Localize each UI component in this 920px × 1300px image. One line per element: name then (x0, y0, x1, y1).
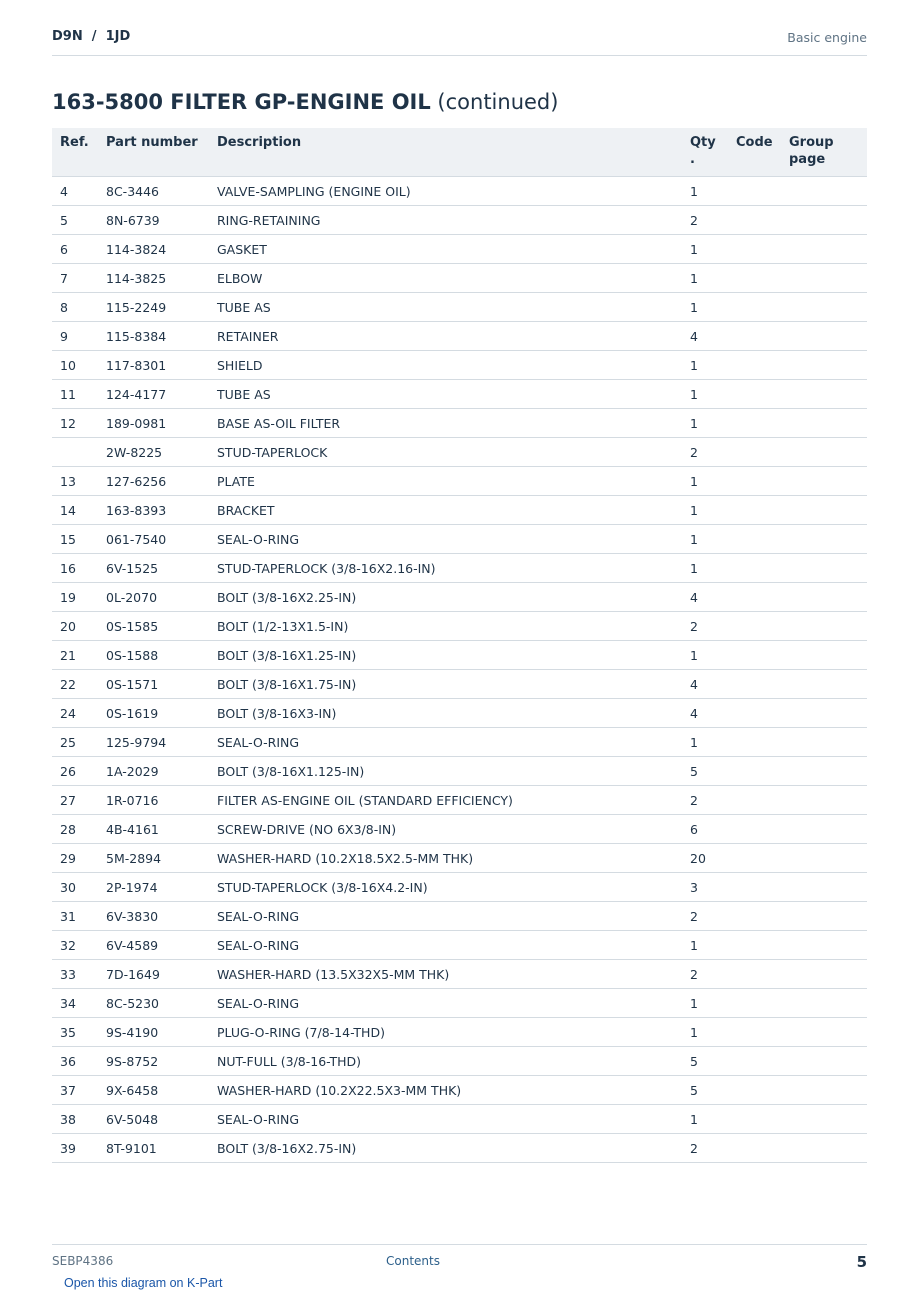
cell-ref: 9 (52, 322, 98, 351)
table-row (52, 1105, 867, 1134)
cell-code (728, 1134, 781, 1163)
document-id: SEBP4386 (52, 1254, 114, 1268)
cell-ref: 28 (52, 815, 98, 844)
cell-description: BOLT (3/8-16X1.25-IN) (209, 641, 682, 670)
cell-group-page (781, 554, 867, 583)
table-row (52, 989, 867, 1018)
cell-group-page (781, 931, 867, 960)
table-row (52, 496, 867, 525)
page-number: 5 (856, 1253, 867, 1271)
cell-ref: 32 (52, 931, 98, 960)
contents-link[interactable]: Contents (386, 1254, 440, 1268)
cell-qty: 1 (682, 525, 728, 554)
table-row (52, 467, 867, 496)
page-header (52, 29, 867, 56)
cell-ref: 21 (52, 641, 98, 670)
cell-group-page (781, 699, 867, 728)
cell-group-page (781, 583, 867, 612)
table-header-row (52, 128, 867, 177)
cell-qty: 6 (682, 815, 728, 844)
cell-code (728, 670, 781, 699)
cell-group-page (781, 235, 867, 264)
table-row (52, 728, 867, 757)
cell-description: BASE AS-OIL FILTER (209, 409, 682, 438)
cell-part-number: 124-4177 (98, 380, 209, 409)
cell-qty: 2 (682, 960, 728, 989)
cell-part-number: 8T-9101 (98, 1134, 209, 1163)
cell-part-number: 125-9794 (98, 728, 209, 757)
cell-part-number: 117-8301 (98, 351, 209, 380)
title-suffix: (continued) (430, 90, 559, 114)
cell-ref: 25 (52, 728, 98, 757)
cell-code (728, 525, 781, 554)
cell-group-page (781, 815, 867, 844)
cell-qty: 1 (682, 177, 728, 206)
cell-part-number: 2P-1974 (98, 873, 209, 902)
cell-group-page (781, 844, 867, 873)
cell-ref: 13 (52, 467, 98, 496)
cell-qty: 1 (682, 380, 728, 409)
section-label: Basic engine (787, 30, 867, 45)
cell-part-number: 114-3825 (98, 264, 209, 293)
cell-ref: 14 (52, 496, 98, 525)
cell-description: WASHER-HARD (10.2X22.5X3-MM THK) (209, 1076, 682, 1105)
cell-description: BOLT (3/8-16X1.75-IN) (209, 670, 682, 699)
cell-code (728, 322, 781, 351)
table-row (52, 1018, 867, 1047)
cell-qty: 5 (682, 757, 728, 786)
cell-description: STUD-TAPERLOCK (3/8-16X2.16-IN) (209, 554, 682, 583)
page-footer (52, 1244, 867, 1271)
cell-ref: 29 (52, 844, 98, 873)
cell-qty: 20 (682, 844, 728, 873)
cell-code (728, 931, 781, 960)
cell-qty: 1 (682, 641, 728, 670)
cell-part-number: 115-8384 (98, 322, 209, 351)
cell-ref: 35 (52, 1018, 98, 1047)
cell-group-page (781, 989, 867, 1018)
table-row (52, 902, 867, 931)
col-header-qty: Qty . (682, 128, 728, 177)
cell-qty: 5 (682, 1076, 728, 1105)
table-row (52, 612, 867, 641)
cell-code (728, 177, 781, 206)
parts-table-body (52, 177, 867, 1163)
cell-qty: 1 (682, 351, 728, 380)
table-row (52, 1134, 867, 1163)
table-row (52, 322, 867, 351)
table-row (52, 583, 867, 612)
cell-part-number: 9S-4190 (98, 1018, 209, 1047)
title-part-group: 163-5800 FILTER GP-ENGINE OIL (52, 90, 431, 114)
table-row (52, 554, 867, 583)
cell-part-number: 0L-2070 (98, 583, 209, 612)
table-row (52, 786, 867, 815)
cell-description: WASHER-HARD (13.5X32X5-MM THK) (209, 960, 682, 989)
cell-code (728, 1105, 781, 1134)
table-row (52, 525, 867, 554)
cell-ref: 39 (52, 1134, 98, 1163)
cell-description: NUT-FULL (3/8-16-THD) (209, 1047, 682, 1076)
cell-ref: 6 (52, 235, 98, 264)
cell-group-page (781, 960, 867, 989)
cell-ref: 16 (52, 554, 98, 583)
cell-group-page (781, 380, 867, 409)
cell-code (728, 409, 781, 438)
cell-code (728, 989, 781, 1018)
table-row (52, 206, 867, 235)
cell-description: RETAINER (209, 322, 682, 351)
cell-group-page (781, 409, 867, 438)
cell-qty: 1 (682, 264, 728, 293)
table-row (52, 177, 867, 206)
cell-qty: 1 (682, 235, 728, 264)
cell-part-number: 0S-1571 (98, 670, 209, 699)
cell-qty: 1 (682, 931, 728, 960)
cell-description: TUBE AS (209, 293, 682, 322)
table-row (52, 293, 867, 322)
cell-part-number: 8N-6739 (98, 206, 209, 235)
cell-code (728, 641, 781, 670)
cell-code (728, 583, 781, 612)
cell-part-number: 163-8393 (98, 496, 209, 525)
cell-qty: 1 (682, 1018, 728, 1047)
cell-description: BOLT (1/2-13X1.5-IN) (209, 612, 682, 641)
cell-qty: 2 (682, 206, 728, 235)
cell-part-number: 5M-2894 (98, 844, 209, 873)
cell-part-number: 9S-8752 (98, 1047, 209, 1076)
cell-group-page (781, 612, 867, 641)
parts-table (52, 128, 867, 1163)
cell-ref: 33 (52, 960, 98, 989)
cell-part-number: 1A-2029 (98, 757, 209, 786)
cell-qty: 1 (682, 1105, 728, 1134)
cell-qty: 2 (682, 786, 728, 815)
cell-group-page (781, 1076, 867, 1105)
cell-ref: 20 (52, 612, 98, 641)
table-row (52, 409, 867, 438)
cell-part-number: 127-6256 (98, 467, 209, 496)
cell-part-number: 4B-4161 (98, 815, 209, 844)
cell-group-page (781, 525, 867, 554)
cell-description: SEAL-O-RING (209, 989, 682, 1018)
cell-part-number: 2W-8225 (98, 438, 209, 467)
cell-group-page (781, 438, 867, 467)
cell-ref: 10 (52, 351, 98, 380)
table-row (52, 235, 867, 264)
table-row (52, 960, 867, 989)
cell-code (728, 960, 781, 989)
cell-group-page (781, 728, 867, 757)
col-header-group-page: Group page (781, 128, 867, 177)
cell-description: BOLT (3/8-16X3-IN) (209, 699, 682, 728)
cell-code (728, 902, 781, 931)
col-header-code: Code (728, 128, 781, 177)
cell-ref: 31 (52, 902, 98, 931)
cell-ref: 8 (52, 293, 98, 322)
table-row (52, 438, 867, 467)
cell-group-page (781, 496, 867, 525)
cell-qty: 2 (682, 902, 728, 931)
cell-ref: 24 (52, 699, 98, 728)
cell-ref: 38 (52, 1105, 98, 1134)
cell-qty: 2 (682, 438, 728, 467)
table-row (52, 641, 867, 670)
cell-code (728, 728, 781, 757)
cell-code (728, 206, 781, 235)
table-row (52, 351, 867, 380)
cell-part-number: 7D-1649 (98, 960, 209, 989)
cell-description: GASKET (209, 235, 682, 264)
cell-group-page (781, 670, 867, 699)
cell-description: STUD-TAPERLOCK (3/8-16X4.2-IN) (209, 873, 682, 902)
cell-ref: 36 (52, 1047, 98, 1076)
cell-group-page (781, 757, 867, 786)
table-row (52, 699, 867, 728)
table-row (52, 931, 867, 960)
cell-description: WASHER-HARD (10.2X18.5X2.5-MM THK) (209, 844, 682, 873)
cell-description: BOLT (3/8-16X1.125-IN) (209, 757, 682, 786)
cell-part-number: 0S-1585 (98, 612, 209, 641)
cell-code (728, 293, 781, 322)
table-row (52, 757, 867, 786)
cell-part-number: 8C-5230 (98, 989, 209, 1018)
cell-description: SEAL-O-RING (209, 728, 682, 757)
cell-code (728, 786, 781, 815)
table-row (52, 1047, 867, 1076)
cell-description: BOLT (3/8-16X2.75-IN) (209, 1134, 682, 1163)
kpart-diagram-link[interactable]: Open this diagram on K-Part (64, 1276, 223, 1290)
cell-code (728, 380, 781, 409)
cell-part-number: 6V-5048 (98, 1105, 209, 1134)
cell-part-number: 061-7540 (98, 525, 209, 554)
cell-part-number: 115-2249 (98, 293, 209, 322)
cell-code (728, 438, 781, 467)
cell-group-page (781, 264, 867, 293)
cell-qty: 2 (682, 1134, 728, 1163)
col-header-part-number: Part number (98, 128, 209, 177)
cell-code (728, 815, 781, 844)
col-header-description: Description (209, 128, 682, 177)
cell-ref: 11 (52, 380, 98, 409)
cell-ref: 34 (52, 989, 98, 1018)
cell-description: SCREW-DRIVE (NO 6X3/8-IN) (209, 815, 682, 844)
table-row (52, 1076, 867, 1105)
cell-group-page (781, 293, 867, 322)
table-row (52, 844, 867, 873)
cell-ref: 4 (52, 177, 98, 206)
cell-description: RING-RETAINING (209, 206, 682, 235)
cell-code (728, 844, 781, 873)
cell-part-number: 6V-1525 (98, 554, 209, 583)
cell-description: STUD-TAPERLOCK (209, 438, 682, 467)
cell-description: TUBE AS (209, 380, 682, 409)
cell-group-page (781, 902, 867, 931)
cell-ref: 22 (52, 670, 98, 699)
cell-group-page (781, 786, 867, 815)
cell-qty: 1 (682, 293, 728, 322)
cell-ref: 37 (52, 1076, 98, 1105)
cell-group-page (781, 1105, 867, 1134)
cell-description: PLATE (209, 467, 682, 496)
cell-qty: 1 (682, 467, 728, 496)
cell-description: SEAL-O-RING (209, 902, 682, 931)
cell-description: SEAL-O-RING (209, 1105, 682, 1134)
cell-code (728, 264, 781, 293)
cell-qty: 4 (682, 322, 728, 351)
cell-part-number: 6V-4589 (98, 931, 209, 960)
cell-part-number: 114-3824 (98, 235, 209, 264)
cell-part-number: 189-0981 (98, 409, 209, 438)
cell-ref: 5 (52, 206, 98, 235)
table-row (52, 815, 867, 844)
cell-part-number: 0S-1619 (98, 699, 209, 728)
cell-ref: 27 (52, 786, 98, 815)
cell-part-number: 9X-6458 (98, 1076, 209, 1105)
cell-group-page (781, 467, 867, 496)
cell-qty: 2 (682, 612, 728, 641)
cell-description: BRACKET (209, 496, 682, 525)
cell-description: VALVE-SAMPLING (ENGINE OIL) (209, 177, 682, 206)
cell-group-page (781, 873, 867, 902)
cell-qty: 1 (682, 496, 728, 525)
model-label: D9N / 1JD (52, 29, 131, 44)
table-row (52, 873, 867, 902)
cell-ref: 12 (52, 409, 98, 438)
cell-ref: 26 (52, 757, 98, 786)
cell-part-number: 8C-3446 (98, 177, 209, 206)
cell-code (728, 1018, 781, 1047)
cell-group-page (781, 206, 867, 235)
cell-code (728, 235, 781, 264)
cell-group-page (781, 351, 867, 380)
cell-code (728, 873, 781, 902)
cell-code (728, 612, 781, 641)
cell-ref: 15 (52, 525, 98, 554)
cell-code (728, 1076, 781, 1105)
cell-qty: 3 (682, 873, 728, 902)
cell-code (728, 699, 781, 728)
cell-ref: 19 (52, 583, 98, 612)
cell-part-number: 1R-0716 (98, 786, 209, 815)
cell-group-page (781, 1047, 867, 1076)
cell-group-page (781, 177, 867, 206)
cell-code (728, 467, 781, 496)
cell-qty: 1 (682, 554, 728, 583)
cell-description: PLUG-O-RING (7/8-14-THD) (209, 1018, 682, 1047)
cell-description: FILTER AS-ENGINE OIL (STANDARD EFFICIENCY) (209, 786, 682, 815)
cell-description: SEAL-O-RING (209, 931, 682, 960)
cell-ref (52, 438, 98, 467)
table-row (52, 380, 867, 409)
cell-qty: 4 (682, 699, 728, 728)
cell-qty: 1 (682, 409, 728, 438)
cell-code (728, 554, 781, 583)
table-row (52, 264, 867, 293)
col-header-ref: Ref. (52, 128, 98, 177)
cell-qty: 1 (682, 989, 728, 1018)
cell-group-page (781, 1134, 867, 1163)
cell-code (728, 757, 781, 786)
cell-code (728, 351, 781, 380)
cell-description: ELBOW (209, 264, 682, 293)
cell-qty: 4 (682, 583, 728, 612)
cell-ref: 7 (52, 264, 98, 293)
cell-ref: 30 (52, 873, 98, 902)
cell-code (728, 496, 781, 525)
cell-code (728, 1047, 781, 1076)
cell-part-number: 6V-3830 (98, 902, 209, 931)
cell-qty: 1 (682, 728, 728, 757)
page-title (52, 90, 558, 114)
cell-qty: 5 (682, 1047, 728, 1076)
cell-group-page (781, 641, 867, 670)
cell-group-page (781, 322, 867, 351)
cell-description: SHIELD (209, 351, 682, 380)
cell-description: BOLT (3/8-16X2.25-IN) (209, 583, 682, 612)
cell-qty: 4 (682, 670, 728, 699)
cell-part-number: 0S-1588 (98, 641, 209, 670)
cell-group-page (781, 1018, 867, 1047)
cell-description: SEAL-O-RING (209, 525, 682, 554)
table-row (52, 670, 867, 699)
